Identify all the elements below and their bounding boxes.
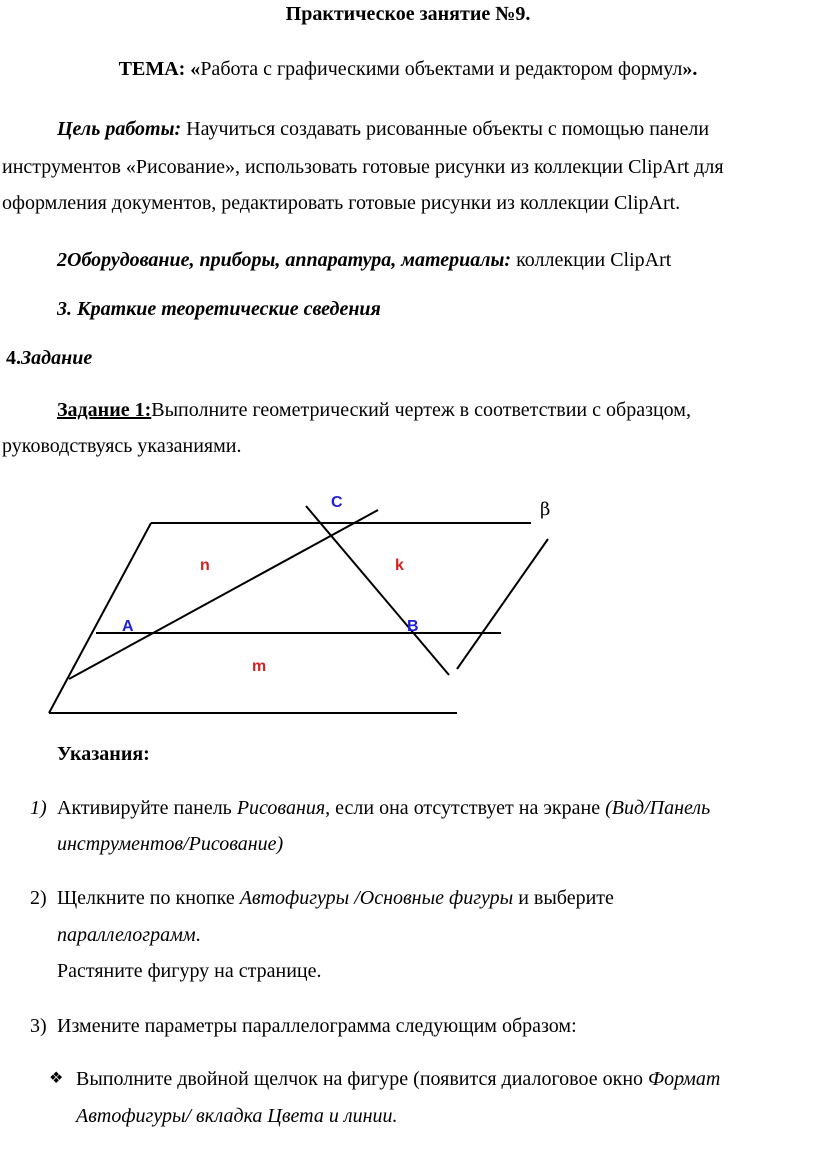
label-beta: β bbox=[540, 499, 551, 520]
item1-line-2: инструментов/Рисование) bbox=[57, 833, 284, 855]
item1-line-1: Активируйте панель Рисования, если она отсутствует на экране (Вид/Панель bbox=[57, 797, 711, 819]
goal-line-1: Цель работы: Научиться создавать рисованные объекты с помощью панели bbox=[57, 118, 710, 140]
page-title: Практическое занятие №9. bbox=[285, 3, 531, 25]
label-n: n bbox=[200, 557, 210, 574]
label-a: A bbox=[122, 618, 134, 635]
item2-line-2: параллелограмм. bbox=[57, 924, 201, 946]
instructions-heading: Указания: bbox=[57, 743, 150, 765]
task1-line-2: руководствуясь указаниями. bbox=[2, 435, 242, 457]
label-m: m bbox=[252, 658, 267, 675]
label-c: C bbox=[331, 494, 343, 511]
item2-number: 2) bbox=[30, 887, 47, 909]
item3-line: Измените параметры параллелограмма следующим образом: bbox=[57, 1015, 577, 1037]
theory-heading: 3. Краткие теоретические сведения bbox=[57, 298, 381, 320]
theme-line: ТЕМА: «Работа с графическими объектами и редактором формул». bbox=[118, 58, 698, 80]
item2-line-1: Щелкните по кнопке Автофигуры /Основные фигуры и выберите bbox=[57, 887, 614, 909]
parallelogram-right-edge bbox=[457, 539, 548, 669]
parallelogram-left-edge bbox=[49, 523, 151, 713]
bullet1-line-2: Автофигуры/ вкладка Цвета и линии. bbox=[76, 1105, 398, 1127]
goal-line-3: оформления документов, редактировать готовые рисунки из коллекции ClipArt. bbox=[2, 192, 681, 214]
goal-line-2: инструментов «Рисование», использовать готовые рисунки из коллекции ClipArt для bbox=[2, 156, 724, 178]
line-c bbox=[306, 506, 449, 675]
item2-line-3: Растяните фигуру на странице. bbox=[57, 960, 322, 982]
task-section-heading: 4.Задание bbox=[6, 347, 93, 369]
task1-line-1: Задание 1:Выполните геометрический чертеж в соответствии с образцом, bbox=[57, 399, 691, 421]
item3-number: 3) bbox=[30, 1015, 47, 1037]
label-k: k bbox=[395, 557, 404, 574]
geometry-figure bbox=[0, 485, 816, 725]
equipment-line: 2Оборудование, приборы, аппаратура, материалы: коллекции ClipArt bbox=[57, 249, 672, 271]
label-b: B bbox=[407, 618, 419, 635]
bullet1-line-1: Выполните двойной щелчок на фигуре (появится диалоговое окно Формат bbox=[76, 1068, 721, 1090]
item1-number: 1) bbox=[30, 797, 47, 819]
bullet-diamond-icon: ❖ bbox=[49, 1070, 64, 1087]
